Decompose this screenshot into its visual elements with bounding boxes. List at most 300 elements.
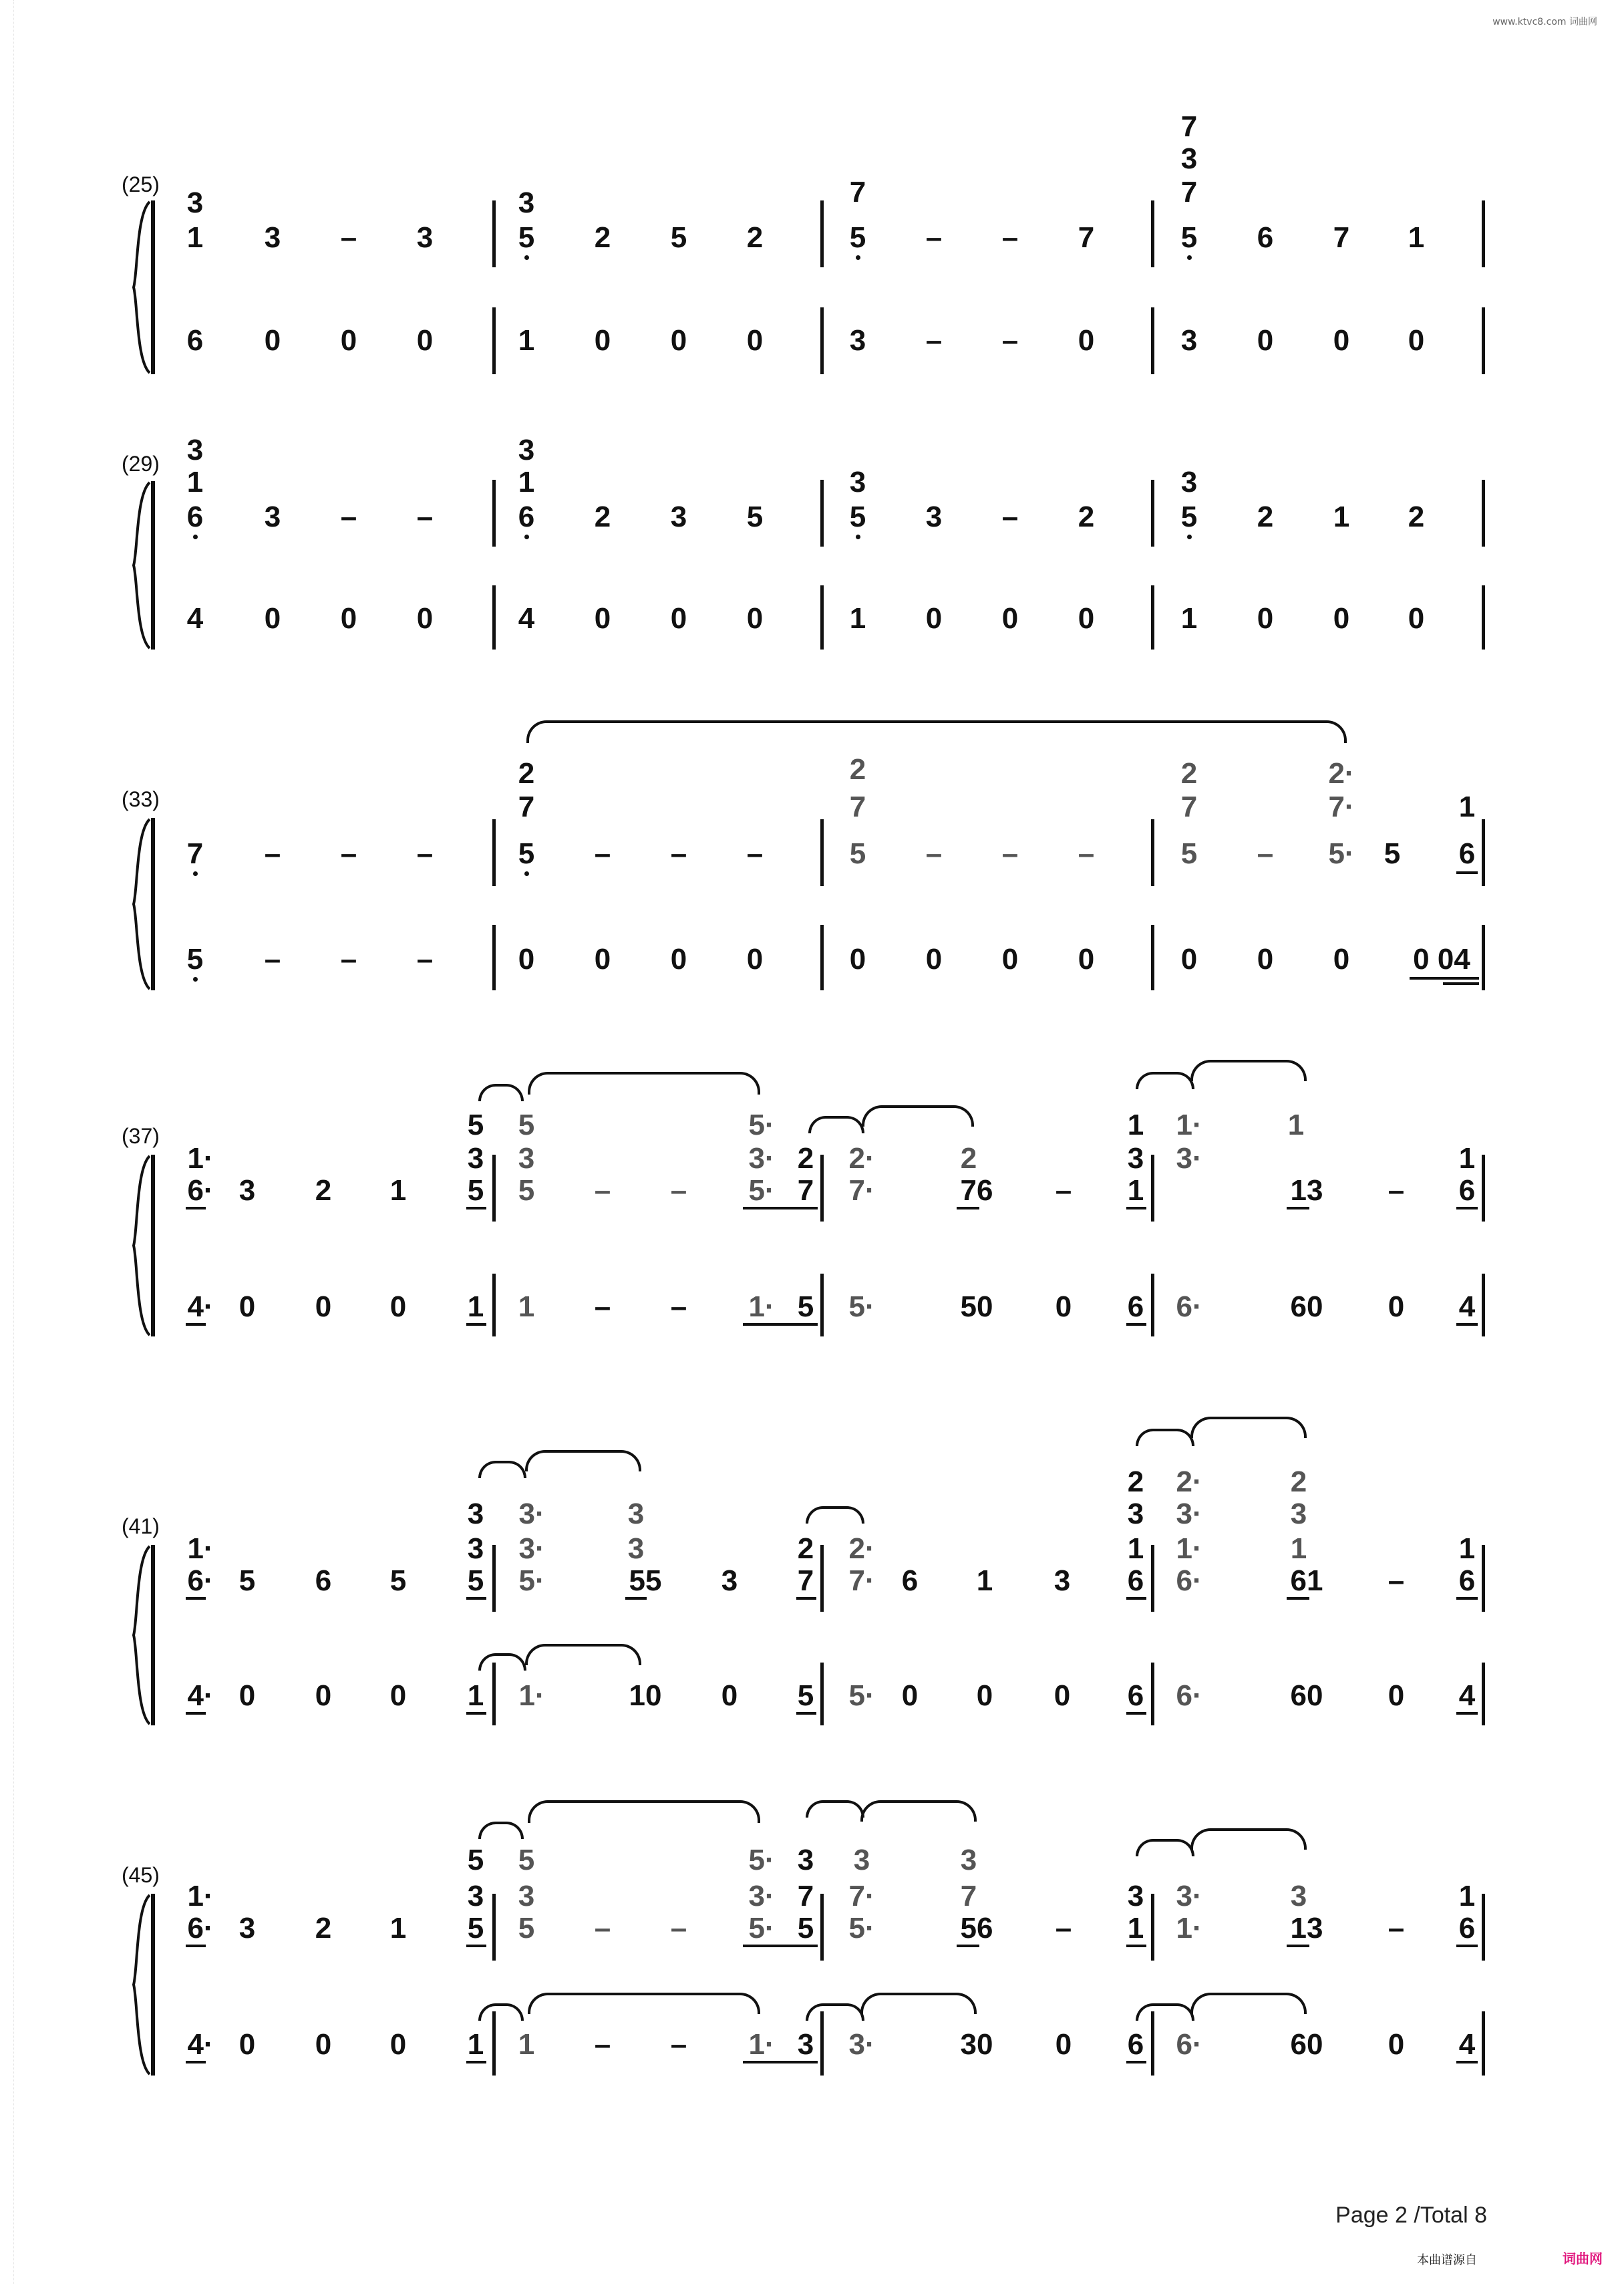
- tie-arc: [1136, 1839, 1194, 1856]
- note: 1·: [518, 1679, 545, 1712]
- chord-note: 3: [518, 186, 535, 219]
- chord-note: 2: [797, 1532, 814, 1565]
- barline: [492, 2011, 496, 2076]
- chord-note: 1: [1458, 1880, 1476, 1912]
- duration-underline: [1126, 1597, 1146, 1600]
- note: –: [416, 943, 434, 976]
- note: 1: [1408, 221, 1425, 254]
- note: 60: [1290, 2028, 1323, 2061]
- duration-underline: [1126, 1712, 1146, 1715]
- note: –: [594, 1174, 611, 1207]
- duration-underline: [1126, 1945, 1146, 1947]
- note: 1·: [748, 1290, 775, 1323]
- note: 1: [467, 1679, 484, 1712]
- note: 7: [797, 1564, 814, 1597]
- duration-underline: [796, 1712, 816, 1715]
- note: 1·: [1176, 1912, 1202, 1945]
- note: 5·: [518, 1564, 545, 1597]
- duration-underline: [1443, 982, 1479, 985]
- note: 5·: [1328, 837, 1355, 870]
- duration-underline: [186, 1207, 206, 1209]
- chord-note: 7: [1180, 110, 1198, 143]
- note: 6: [518, 501, 535, 533]
- note: 5: [467, 1564, 484, 1597]
- note: 4: [186, 602, 204, 635]
- note: 0: [238, 1679, 256, 1712]
- note: 4·: [187, 2028, 214, 2061]
- note: 5: [746, 501, 764, 533]
- tie-arc: [478, 1084, 524, 1101]
- duration-underline: [957, 1207, 979, 1209]
- chord-note: 3·: [1176, 1142, 1202, 1175]
- note: –: [1388, 1174, 1405, 1207]
- chord-note: 7: [960, 1880, 977, 1912]
- chord-note: 3·: [518, 1497, 545, 1530]
- note: 5: [1180, 501, 1198, 533]
- tie-arc: [1190, 1417, 1307, 1438]
- measure-number: (45): [122, 1863, 160, 1887]
- note: 0: [849, 943, 866, 976]
- barline: [492, 480, 496, 547]
- note: 6·: [187, 1912, 214, 1945]
- duration-underline: [466, 1597, 486, 1600]
- note: 5: [797, 1912, 814, 1945]
- note: 5: [467, 1174, 484, 1207]
- grand-staff-brace: [131, 200, 151, 374]
- note: 0: [1001, 602, 1019, 635]
- note: 0: [1257, 324, 1274, 357]
- barline: [1482, 819, 1485, 886]
- note: 1: [467, 2028, 484, 2061]
- note: 0: [1408, 602, 1425, 635]
- note: –: [746, 837, 764, 870]
- note: 0: [389, 1290, 407, 1323]
- note: 0: [315, 2028, 332, 2061]
- chord-note: 3: [960, 1844, 977, 1876]
- note: 3: [238, 1174, 256, 1207]
- barline: [820, 480, 824, 547]
- note: –: [1055, 1912, 1072, 1945]
- note: –: [925, 221, 943, 254]
- chord-note: 1: [186, 466, 204, 498]
- note: 5: [467, 1912, 484, 1945]
- low-octave-dot: [524, 871, 529, 876]
- note: –: [264, 837, 281, 870]
- note: –: [594, 837, 611, 870]
- duration-underline: [1456, 1597, 1478, 1600]
- note: 0: [1388, 1290, 1405, 1323]
- note: 4: [518, 602, 535, 635]
- note: 3·: [848, 2028, 875, 2061]
- note: 5: [670, 221, 687, 254]
- tie-arc: [1190, 1060, 1307, 1081]
- chord-note: 1: [1458, 1532, 1476, 1565]
- barline: [1151, 307, 1154, 374]
- barline: [1151, 1663, 1154, 1725]
- note: 6: [901, 1564, 919, 1597]
- low-octave-dot: [856, 535, 860, 539]
- note: 61: [1290, 1564, 1323, 1597]
- note: 0: [340, 602, 357, 635]
- note: 55: [629, 1564, 662, 1597]
- chord-note: 2: [1127, 1465, 1144, 1498]
- duration-underline: [743, 1207, 818, 1209]
- chord-note: 3·: [1176, 1880, 1202, 1912]
- note: 0: [1055, 2028, 1072, 2061]
- tie-arc: [528, 1993, 760, 2014]
- chord-note: 5: [518, 1109, 535, 1141]
- note: 3: [238, 1912, 256, 1945]
- note: –: [1078, 837, 1095, 870]
- note: 0: [925, 943, 943, 976]
- note: 1: [1180, 602, 1198, 635]
- note: 3: [925, 501, 943, 533]
- note: 4: [1458, 1290, 1476, 1323]
- chord-note: 3: [518, 1880, 535, 1912]
- note: 0: [925, 602, 943, 635]
- tie-arc: [528, 1072, 760, 1095]
- note: 6: [186, 501, 204, 533]
- chord-note: 7: [518, 791, 535, 823]
- chord-note: 1: [1290, 1532, 1307, 1565]
- note: –: [1001, 837, 1019, 870]
- note: 5: [1180, 221, 1198, 254]
- barline: [1482, 307, 1485, 374]
- note: 3: [1053, 1564, 1071, 1597]
- duration-underline: [466, 1207, 486, 1209]
- note: 0: [238, 1290, 256, 1323]
- note: 60: [1290, 1290, 1323, 1323]
- note: 0: [1408, 324, 1425, 357]
- barline: [492, 200, 496, 267]
- barline: [1151, 1274, 1154, 1336]
- duration-underline: [1456, 1712, 1478, 1715]
- note: 1: [186, 221, 204, 254]
- note: 0: [746, 324, 764, 357]
- barline: [1151, 925, 1154, 990]
- note: 50: [960, 1290, 993, 1323]
- chord-note: 1·: [1176, 1532, 1202, 1565]
- note: 5: [518, 1912, 535, 1945]
- note: 0: [670, 943, 687, 976]
- note: 3: [721, 1564, 738, 1597]
- note: 0: [416, 602, 434, 635]
- measure-number: (37): [122, 1124, 160, 1148]
- chord-note: 3: [627, 1497, 645, 1530]
- chord-note: 3: [467, 1880, 484, 1912]
- tie-arc: [860, 1993, 977, 2014]
- note: –: [670, 2028, 687, 2061]
- barline: [1482, 1155, 1485, 1222]
- grand-staff-brace: [131, 1155, 151, 1336]
- barline: [1151, 200, 1154, 267]
- note: 60: [1290, 1679, 1323, 1712]
- low-octave-dot: [193, 871, 198, 876]
- low-octave-dot: [856, 255, 860, 260]
- note: 6: [1127, 2028, 1144, 2061]
- note: 5: [389, 1564, 407, 1597]
- note: 7·: [848, 1564, 875, 1597]
- duration-underline: [466, 1945, 486, 1947]
- chord-note: 3: [1290, 1880, 1307, 1912]
- barline: [492, 1663, 496, 1725]
- note: 5·: [848, 1290, 875, 1323]
- barline: [1151, 585, 1154, 650]
- note: 1: [389, 1174, 407, 1207]
- note: 3: [416, 221, 434, 254]
- duration-underline: [1126, 1207, 1146, 1209]
- duration-underline: [186, 1323, 206, 1326]
- chord-note: 3: [186, 186, 204, 219]
- chord-note: 1: [1458, 1142, 1476, 1175]
- note: –: [670, 837, 687, 870]
- site-logo[interactable]: 词曲网: [1563, 2251, 1603, 2267]
- barline: [820, 819, 824, 886]
- note: 1: [849, 602, 866, 635]
- note: 30: [960, 2028, 993, 2061]
- duration-underline: [1456, 871, 1478, 874]
- chord-note: 5·: [748, 1109, 775, 1141]
- chord-note: 3·: [748, 1142, 775, 1175]
- duration-underline: [186, 1712, 206, 1715]
- note: 13: [1290, 1174, 1323, 1207]
- chord-note: 3: [849, 466, 866, 498]
- note: 7·: [848, 1174, 875, 1207]
- chord-note: 3: [627, 1532, 645, 1565]
- note: 6: [1127, 1564, 1144, 1597]
- note: 76: [960, 1174, 993, 1207]
- chord-note: 5: [518, 1844, 535, 1876]
- duration-underline: [1456, 1207, 1478, 1209]
- system-line: [151, 1545, 155, 1725]
- note: 2: [1078, 501, 1095, 533]
- chord-note: 3: [186, 434, 204, 466]
- note: 5: [797, 1290, 814, 1323]
- measure-number: (25): [122, 172, 160, 196]
- duration-underline: [1126, 1323, 1146, 1326]
- duration-underline: [1456, 1323, 1478, 1326]
- note: 0: [1333, 324, 1350, 357]
- duration-underline: [743, 2061, 818, 2063]
- note: 0: [1078, 943, 1095, 976]
- chord-note: 1·: [187, 1532, 214, 1565]
- tie-arc: [1136, 1072, 1194, 1089]
- duration-underline: [1287, 1207, 1309, 1209]
- note: 1: [518, 2028, 535, 2061]
- note: 0: [594, 324, 611, 357]
- chord-note: 3: [467, 1532, 484, 1565]
- chord-note: 1: [1127, 1532, 1144, 1565]
- barline: [492, 307, 496, 374]
- chord-note: 3·: [1176, 1497, 1202, 1530]
- note: 0: [1388, 2028, 1405, 2061]
- chord-note: 1·: [1176, 1109, 1202, 1141]
- note: 6: [1458, 1564, 1476, 1597]
- chord-note: 7: [1180, 791, 1198, 823]
- barline: [492, 585, 496, 650]
- note: 0: [264, 324, 281, 357]
- chord-note: 7: [797, 1880, 814, 1912]
- note: 6: [1458, 837, 1476, 870]
- duration-underline: [1456, 2061, 1478, 2063]
- barline: [820, 2011, 824, 2076]
- chord-note: 5·: [748, 1844, 775, 1876]
- duration-underline: [466, 1712, 486, 1715]
- tie-arc: [806, 1506, 864, 1524]
- note: 1: [1127, 1174, 1144, 1207]
- note: 1: [389, 1912, 407, 1945]
- duration-underline: [1287, 1597, 1309, 1600]
- note: –: [1001, 501, 1019, 533]
- duration-underline: [743, 1945, 818, 1947]
- chord-note: 2: [1290, 1465, 1307, 1498]
- tie-arc: [1136, 2003, 1194, 2021]
- chord-note: 3: [1127, 1880, 1144, 1912]
- note: –: [1257, 837, 1274, 870]
- note: 0: [1388, 1679, 1405, 1712]
- note: 6·: [1176, 2028, 1202, 2061]
- measure-number: (29): [122, 452, 160, 476]
- note: 5: [518, 1174, 535, 1207]
- barline: [492, 1545, 496, 1612]
- note: 5: [797, 1679, 814, 1712]
- grand-staff-brace: [131, 818, 151, 990]
- note: 3: [264, 501, 281, 533]
- barline: [820, 585, 824, 650]
- note: 0: [389, 2028, 407, 2061]
- note: 3: [264, 221, 281, 254]
- note: –: [1388, 1912, 1405, 1945]
- note: 0: [1333, 602, 1350, 635]
- note: –: [340, 837, 357, 870]
- note: 2: [315, 1912, 332, 1945]
- barline: [492, 925, 496, 990]
- duration-underline: [957, 1945, 979, 1947]
- note: 1: [518, 324, 535, 357]
- note: 0: [746, 602, 764, 635]
- chord-note: 1·: [187, 1142, 214, 1175]
- note: 0: [901, 1679, 919, 1712]
- note: 5: [1180, 837, 1198, 870]
- barline: [1482, 1545, 1485, 1612]
- note: 1: [1127, 1912, 1144, 1945]
- chord-note: 3·: [748, 1880, 775, 1912]
- low-octave-dot: [1187, 535, 1192, 539]
- grand-staff-brace: [131, 1894, 151, 2076]
- chord-note: 3: [797, 1844, 814, 1876]
- chord-note: 3: [467, 1497, 484, 1530]
- chord-note: 1: [1458, 791, 1476, 823]
- low-octave-dot: [1187, 255, 1192, 260]
- duration-underline: [466, 2061, 486, 2063]
- note: –: [925, 837, 943, 870]
- barline: [820, 1274, 824, 1336]
- barline: [492, 1274, 496, 1336]
- page-indicator: Page 2 /Total 8: [1335, 2202, 1487, 2228]
- barline: [1151, 2011, 1154, 2076]
- tie-arc: [1190, 1993, 1307, 2014]
- tie-arc: [478, 1822, 524, 1839]
- note: –: [925, 324, 943, 357]
- duration-underline: [1287, 1945, 1309, 1947]
- note: 4·: [187, 1290, 214, 1323]
- duration-underline: [1456, 1945, 1478, 1947]
- barline: [1482, 1663, 1485, 1725]
- note: 0: [976, 1679, 993, 1712]
- chord-note: 3: [1180, 466, 1198, 498]
- note: 0: [1053, 1679, 1071, 1712]
- duration-underline: [1126, 2061, 1146, 2063]
- note: 0: [389, 1679, 407, 1712]
- chord-note: 5: [467, 1109, 484, 1141]
- barline: [820, 307, 824, 374]
- note: –: [264, 943, 281, 976]
- note: 0: [1001, 943, 1019, 976]
- note: 6: [1127, 1679, 1144, 1712]
- barline: [1151, 1155, 1154, 1222]
- duration-underline: [466, 1323, 486, 1326]
- note: 0: [1055, 1290, 1072, 1323]
- note: –: [340, 221, 357, 254]
- barline: [820, 1155, 824, 1222]
- duration-underline: [186, 1597, 206, 1600]
- tie-arc: [478, 2003, 524, 2021]
- note: 5: [849, 501, 866, 533]
- note: 4: [1458, 2028, 1476, 2061]
- chord-note: 2: [849, 753, 866, 786]
- chord-note: 3: [467, 1142, 484, 1175]
- duration-underline: [1410, 977, 1479, 980]
- measure-number: (41): [122, 1514, 160, 1538]
- low-octave-dot: [193, 977, 198, 982]
- barline: [1151, 1894, 1154, 1961]
- duration-underline: [186, 2061, 206, 2063]
- barline: [492, 1894, 496, 1961]
- chord-note: 1: [1127, 1109, 1144, 1141]
- barline: [820, 1545, 824, 1612]
- tie-arc: [1136, 1429, 1194, 1446]
- note: –: [594, 1912, 611, 1945]
- system-line: [151, 481, 155, 650]
- note: 0: [721, 1679, 738, 1712]
- tie-arc: [1190, 1828, 1307, 1850]
- note: 4·: [187, 1679, 214, 1712]
- note: 3: [670, 501, 687, 533]
- note: 1: [976, 1564, 993, 1597]
- tie-arc: [806, 1800, 864, 1818]
- chord-note: 7: [1180, 176, 1198, 208]
- note: 6: [186, 324, 204, 357]
- grand-staff-brace: [131, 1545, 151, 1725]
- note: 0: [416, 324, 434, 357]
- note: –: [340, 501, 357, 533]
- note: 0: [1180, 943, 1198, 976]
- barline: [1482, 1894, 1485, 1961]
- system-line: [151, 1894, 155, 2076]
- note: 0: [1257, 943, 1274, 976]
- chord-note: 2·: [1328, 757, 1355, 790]
- note: 5: [849, 837, 866, 870]
- chord-note: 7: [849, 791, 866, 823]
- note: 1: [1333, 501, 1350, 533]
- note: 0: [264, 602, 281, 635]
- note: 7: [1333, 221, 1350, 254]
- note: 2: [594, 501, 611, 533]
- note: –: [670, 1290, 687, 1323]
- note: 0: [1078, 324, 1095, 357]
- chord-note: 2·: [848, 1532, 875, 1565]
- tie-arc: [528, 1800, 760, 1823]
